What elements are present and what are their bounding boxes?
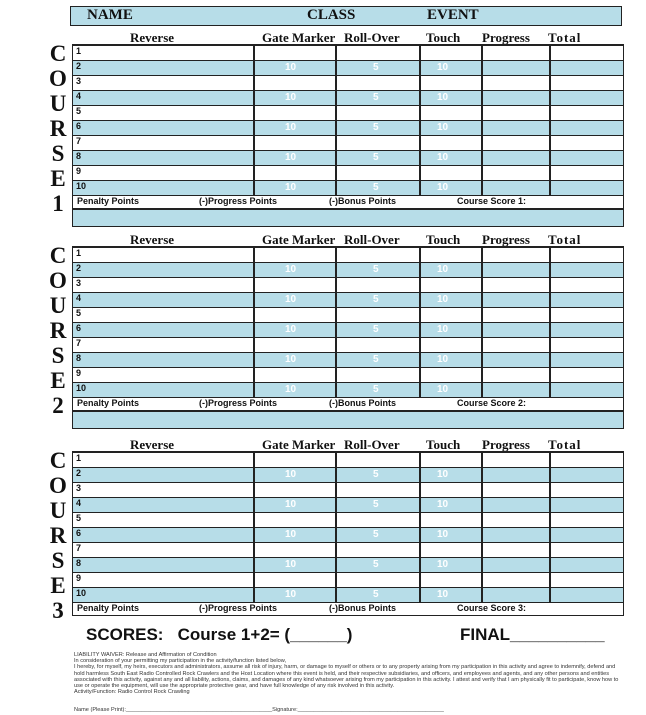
row-value-rollover: 5 [373,264,379,275]
course-footer [72,196,624,209]
course-letter: C [49,243,67,268]
waiver-title: LIABILITY WAIVER: Release and Affirmation of Condition [74,652,217,658]
row-number: 6 [76,323,82,333]
course-letter: C [49,41,67,66]
row-value-rollover: 5 [373,469,379,480]
table-row[interactable] [73,337,623,352]
row-number: 7 [76,338,82,348]
row-value-touch: 10 [437,589,449,600]
table-row[interactable] [73,542,623,557]
liability-waiver [74,652,624,695]
column-divider [419,45,421,195]
row-value-touch: 10 [437,122,449,133]
column-divider [335,45,337,195]
column-header-gate: Gate Marker [262,232,336,247]
table-row[interactable] [73,352,623,367]
row-number: 9 [76,573,82,583]
table-row[interactable] [73,135,623,150]
column-divider [481,45,483,195]
column-header-total: Total [548,232,582,247]
column-header-rollover: Roll-Over [344,232,400,247]
column-header-touch: Touch [426,437,461,452]
event-label: EVENT [427,7,479,23]
row-value-rollover: 5 [373,92,379,103]
row-number: 9 [76,368,82,378]
column-divider [253,45,255,195]
score-grid [72,44,624,196]
row-number: 5 [76,513,82,523]
table-row[interactable] [73,180,623,195]
column-divider [481,247,483,397]
course-letter: S [51,141,65,166]
row-value-touch: 10 [437,182,449,193]
course-score-bar[interactable] [72,411,624,429]
row-number: 6 [76,121,82,131]
row-value-rollover: 5 [373,559,379,570]
row-value-rollover: 5 [373,152,379,163]
row-value-gate: 10 [285,384,297,395]
course-letter: O [49,66,67,91]
course-letter: U [49,91,67,116]
course-letter: S [51,343,65,368]
table-row[interactable] [73,45,623,60]
row-value-rollover: 5 [373,589,379,600]
course-score-bar[interactable] [72,209,624,227]
column-divider [549,45,551,195]
row-number: 3 [76,483,82,493]
course-letter: E [50,368,66,393]
waiver-body: I hereby, for myself, my heirs, executors and administrators, assume all risk of injury, harm, or damage to myself or others or to any property arising from my participation in this activity and agree to indemnify, defend and hold harmless South East Radio Controlled Rock Crawlers and the Host Location where this event is held, and their respective subsidiaries, and officers, and employees and agents, and any other persons and entities associated with this activity, against any and all liability, actions, claims, and damages of any kind whatsoever arising from my participation in this activity. I attest and verify that I am physically fit to participate, know how to use or operate the equipment, will use the appropriate protective gear, and have full knowledge of any risk involved in this activity. [74,664,619,690]
row-value-touch: 10 [437,324,449,335]
column-divider [335,247,337,397]
column-header-total: Total [548,437,582,452]
table-row[interactable] [73,277,623,292]
table-row[interactable] [73,247,623,262]
row-value-touch: 10 [437,529,449,540]
table-row[interactable] [73,262,623,277]
table-row[interactable] [73,120,623,135]
course-letter: O [49,268,67,293]
table-row[interactable] [73,165,623,180]
footer-bonus-label: (-)Bonus Points [329,196,396,206]
row-number: 10 [76,588,87,598]
column-divider [419,452,421,602]
column-divider [549,247,551,397]
column-divider [419,247,421,397]
footer-penalty-label: Penalty Points [77,398,140,408]
table-row[interactable] [73,367,623,382]
row-value-rollover: 5 [373,354,379,365]
table-row[interactable] [73,572,623,587]
row-value-touch: 10 [437,62,449,73]
table-row[interactable] [73,557,623,572]
class-label: CLASS [307,7,356,23]
footer-bonus-label: (-)Bonus Points [329,603,396,613]
row-value-rollover: 5 [373,499,379,510]
row-number: 2 [76,61,82,71]
row-number: 7 [76,136,82,146]
column-header-gate: Gate Marker [262,30,336,45]
column-header-touch: Touch [426,30,461,45]
table-row[interactable] [73,105,623,120]
row-number: 4 [76,293,82,303]
row-value-gate: 10 [285,589,297,600]
row-value-touch: 10 [437,499,449,510]
table-row[interactable] [73,75,623,90]
course-score-label: Course Score 1: [457,196,527,206]
row-number: 8 [76,558,82,568]
final-score[interactable]: FINAL__________ [460,625,605,644]
course-letter: U [49,293,67,318]
row-number: 1 [76,248,82,258]
row-number: 2 [76,468,82,478]
column-divider [549,452,551,602]
score-grid [72,246,624,398]
table-row[interactable] [73,452,623,467]
row-number: 8 [76,151,82,161]
table-row[interactable] [73,150,623,165]
course-letter: 1 [52,191,64,216]
column-header-reverse: Reverse [130,437,175,452]
row-value-rollover: 5 [373,384,379,395]
row-number: 5 [76,106,82,116]
row-value-gate: 10 [285,264,297,275]
table-row[interactable] [73,482,623,497]
row-number: 9 [76,166,82,176]
row-value-rollover: 5 [373,294,379,305]
row-number: 7 [76,543,82,553]
course-letter: E [50,166,66,191]
row-value-touch: 10 [437,469,449,480]
table-row[interactable] [73,497,623,512]
waiver-line1: In consideration of your permitting my participation in the activity/function listed below, [74,658,287,665]
row-value-gate: 10 [285,499,297,510]
row-value-gate: 10 [285,122,297,133]
waiver-activity: Activity/Function: Radio Control Rock Crawling [74,689,190,696]
column-divider [335,452,337,602]
row-value-touch: 10 [437,559,449,570]
course-letter: R [49,523,67,548]
footer-progress-label: (-)Progress Points [199,603,278,613]
column-header-progress: Progress [482,437,530,452]
table-row[interactable] [73,90,623,105]
row-value-rollover: 5 [373,122,379,133]
column-header-progress: Progress [482,30,530,45]
row-value-gate: 10 [285,469,297,480]
table-row[interactable] [73,307,623,322]
row-number: 6 [76,528,82,538]
course-score-label: Course Score 2: [457,398,527,408]
row-value-gate: 10 [285,324,297,335]
footer-progress-label: (-)Progress Points [199,196,278,206]
row-value-rollover: 5 [373,529,379,540]
column-header-reverse: Reverse [130,30,175,45]
course-letter: O [49,473,67,498]
header-bar [70,6,622,26]
table-row[interactable] [73,527,623,542]
table-row[interactable] [73,292,623,307]
table-row[interactable] [73,382,623,397]
row-value-gate: 10 [285,529,297,540]
row-number: 4 [76,498,82,508]
column-header-touch: Touch [426,232,461,247]
column-divider [253,247,255,397]
column-header-total: Total [548,30,582,45]
footer-penalty-label: Penalty Points [77,196,140,206]
row-number: 8 [76,353,82,363]
course-letter: S [51,548,65,573]
table-row[interactable] [73,467,623,482]
row-number: 3 [76,278,82,288]
scores-line [86,625,352,645]
course-letter: R [49,318,67,343]
course-letter: R [49,116,67,141]
row-value-gate: 10 [285,62,297,73]
table-row[interactable] [73,512,623,527]
footer-bonus-label: (-)Bonus Points [329,398,396,408]
column-header-rollover: Roll-Over [344,437,400,452]
course-letter: C [49,448,67,473]
row-number: 1 [76,453,82,463]
course-letter: 3 [52,598,64,623]
signature-line[interactable]: Name (Please Print):_______________________________________________Signature:_______________________________________________ [74,707,444,713]
row-value-gate: 10 [285,294,297,305]
row-number: 10 [76,181,87,191]
column-header-progress: Progress [482,232,530,247]
row-value-touch: 10 [437,264,449,275]
row-value-rollover: 5 [373,62,379,73]
course-score-label: Course Score 3: [457,603,527,613]
scores-label: SCORES: [86,625,164,644]
column-divider [253,452,255,602]
row-value-touch: 10 [437,152,449,163]
table-row[interactable] [73,60,623,75]
course-letter: U [49,498,67,523]
column-header-reverse: Reverse [130,232,175,247]
row-value-rollover: 5 [373,324,379,335]
score-grid [72,451,624,603]
footer-progress-label: (-)Progress Points [199,398,278,408]
column-divider [481,452,483,602]
name-label: NAME [87,7,133,23]
row-value-touch: 10 [437,92,449,103]
row-value-gate: 10 [285,152,297,163]
row-value-touch: 10 [437,294,449,305]
column-header-rollover: Roll-Over [344,30,400,45]
table-row[interactable] [73,322,623,337]
row-value-touch: 10 [437,354,449,365]
row-value-rollover: 5 [373,182,379,193]
course-footer [72,603,624,616]
row-value-gate: 10 [285,354,297,365]
row-value-touch: 10 [437,384,449,395]
course-footer [72,398,624,411]
footer-penalty-label: Penalty Points [77,603,140,613]
row-number: 10 [76,383,87,393]
course-letter: E [50,573,66,598]
table-row[interactable] [73,587,623,602]
scores-formula[interactable]: Course 1+2= (______) [177,625,353,644]
row-value-gate: 10 [285,182,297,193]
column-header-gate: Gate Marker [262,437,336,452]
row-number: 1 [76,46,82,56]
row-number: 5 [76,308,82,318]
row-number: 3 [76,76,82,86]
course-letter: 2 [52,393,64,418]
row-value-gate: 10 [285,92,297,103]
row-number: 2 [76,263,82,273]
row-value-gate: 10 [285,559,297,570]
row-number: 4 [76,91,82,101]
